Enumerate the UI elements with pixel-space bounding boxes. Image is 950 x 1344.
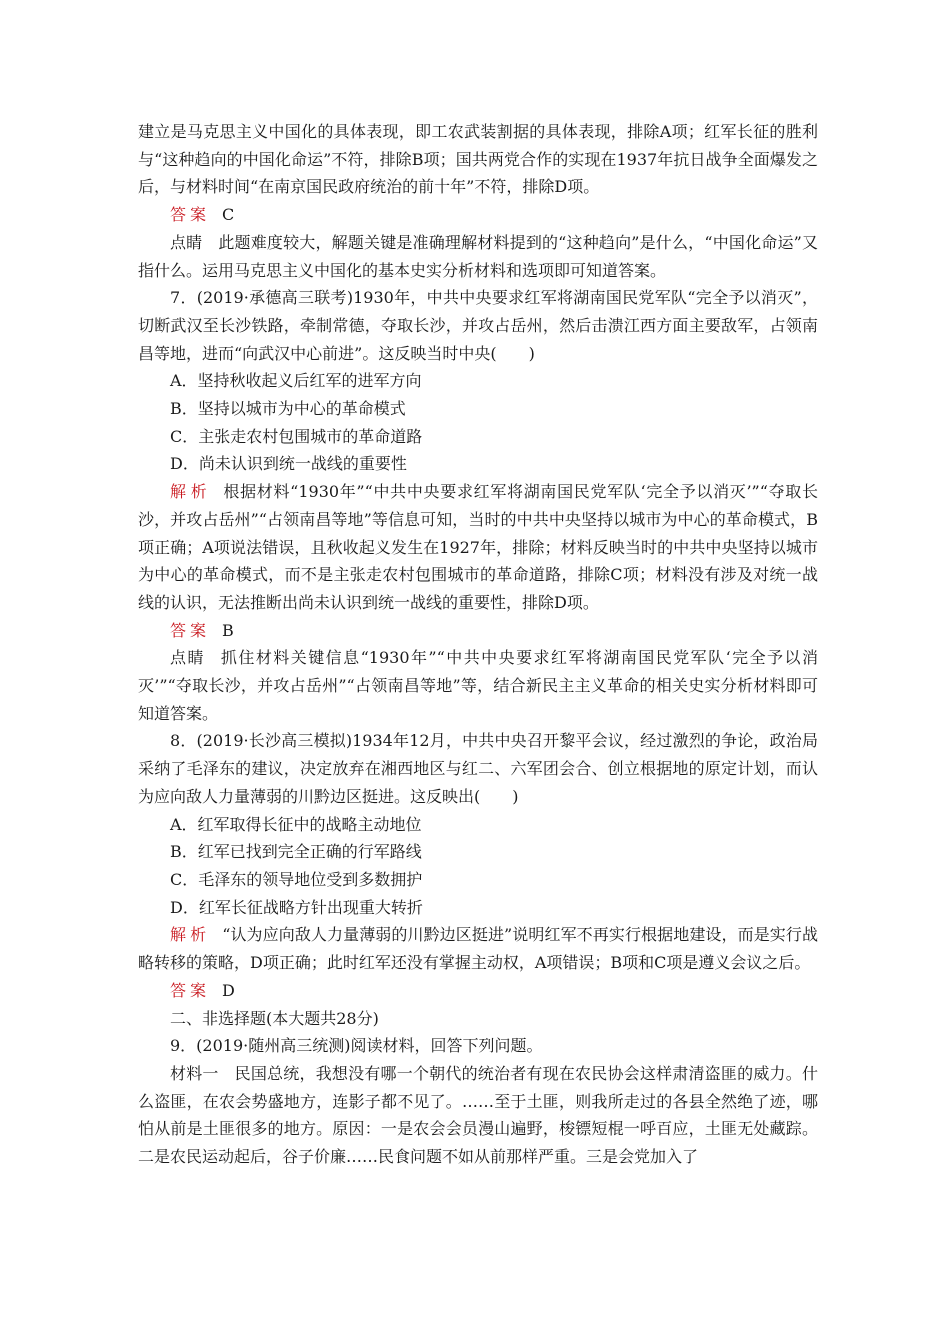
analysis-label: 解析 bbox=[170, 482, 212, 502]
analysis-text: 根据材料“1930年”“中共中央要求红军将湖南国民党军队‘完全予以消灭’”“夺取长沙，并攻占岳州”“占领南昌等地”等信息可知，当时的中共中央坚持以城市为中心的革命模式，B项正确；A项说法错误，且秋收起义发生在1927年，排除；材料反映当时的中共中央坚持以城市为中心的革命模式，而不是主张走农村包围城市的革命道路，排除C项；材料没有涉及对统一战线的认识，无法推断出尚未认识到统一战线的重要性，排除D项。 bbox=[138, 482, 818, 612]
q8-analysis bbox=[138, 921, 818, 976]
q8-option-d: D．红军长征战略方针出现重大转折 bbox=[170, 897, 423, 917]
material-text: 民国总统，我想没有哪一个朝代的统治者有现在农民协会这样肃清盗匪的威力。什么盗匪，在农会势盛地方，连影子都不见了。……至于土匪，则我所走过的各县全然绝了迹，哪怕从前是土匪很多的地方。原因：一是农会会员漫山遍野，梭镖短棍一呼百应，土匪无处藏踪。二是农民运动起后，谷子价廉……民食问题不如从前那样严重。三是会党加入了 bbox=[138, 1063, 818, 1167]
q7-stem: 7．(2019·承德高三联考)1930年，中共中央要求红军将湖南国民党军队“完全予以消灭”，切断武汉至长沙铁路，牵制常德，夺取长沙，并攻占岳州，然后击溃江西方面主要敌军，占领南昌等地，进而“向武汉中心前进”。这反映当时中央( ) bbox=[138, 288, 818, 363]
answer-value: B bbox=[222, 620, 234, 640]
tip-label: 点睛 bbox=[170, 648, 205, 668]
q7-option-a: A．坚持秋收起义后红军的进军方向 bbox=[170, 371, 422, 391]
tip-text: 抓住材料关键信息“1930年”“中共中央要求红军将湖南国民党军队‘完全予以消灭’”“夺取长沙，并攻占岳州”“占领南昌等地”等，结合新民主主义革命的相关史实分析材料即可知道答案。 bbox=[138, 648, 818, 723]
answer-value: D bbox=[222, 980, 235, 1000]
q6-answer bbox=[138, 201, 818, 229]
q8-stem: 8．(2019·长沙高三模拟)1934年12月，中共中央召开黎平会议，经过激烈的争论，政治局采纳了毛泽东的建议，决定放弃在湘西地区与红二、六军团会合、创立根据地的原定计划，而认为应向敌人力量薄弱的川黔边区挺进。这反映出( ) bbox=[138, 731, 818, 806]
q7-option-b: B．坚持以城市为中心的革命模式 bbox=[170, 399, 406, 419]
tip-text: 此题难度较大，解题关键是准确理解材料提到的“这种趋向”是什么，“中国化命运”又指什么。运用马克思主义中国化的基本史实分析材料和选项即可知道答案。 bbox=[138, 232, 818, 280]
q7-option-d: D．尚未认识到统一战线的重要性 bbox=[170, 454, 407, 474]
answer-value: C bbox=[222, 205, 235, 225]
q9-material-1 bbox=[138, 1060, 818, 1171]
q7-answer bbox=[138, 617, 818, 645]
material-label: 材料一 bbox=[170, 1063, 219, 1083]
tip-label: 点睛 bbox=[170, 232, 203, 252]
q8-option-b: B．红军已找到完全正确的行军路线 bbox=[170, 842, 422, 862]
analysis-label: 解析 bbox=[170, 925, 211, 945]
answer-label: 答案 bbox=[170, 620, 211, 640]
q9-stem: 9．(2019·随州高三统测)阅读材料，回答下列问题。 bbox=[170, 1036, 543, 1056]
paragraph-q6-analysis-continued: 建立是马克思主义中国化的具体表现，即工农武装割据的具体表现，排除A项；红军长征的胜利与“这种趋向的中国化命运”不符，排除B项；国共两党合作的实现在1937年抗日战争全面爆发之后，与材料时间“在南京国民政府统治的前十年”不符，排除D项。 bbox=[138, 122, 818, 197]
answer-label: 答案 bbox=[170, 205, 211, 225]
section-heading: 二、非选择题(本大题共28分) bbox=[170, 1008, 379, 1028]
analysis-text: “认为应向敌人力量薄弱的川黔边区挺进”说明红军不再实行根据地建设，而是实行战略转移的策略，D项正确；此时红军还没有掌握主动权，A项错误；B项和C项是遵义会议之后。 bbox=[138, 925, 818, 973]
q8-option-a: A．红军取得长征中的战略主动地位 bbox=[170, 814, 422, 834]
q7-analysis bbox=[138, 478, 818, 617]
answer-label: 答案 bbox=[170, 980, 211, 1000]
q8-answer bbox=[138, 977, 818, 1005]
q7-tip bbox=[138, 644, 818, 727]
q7-option-c: C．主张走农村包围城市的革命道路 bbox=[170, 426, 423, 446]
q8-option-c: C．毛泽东的领导地位受到多数拥护 bbox=[170, 869, 423, 889]
document-page bbox=[138, 118, 818, 1171]
q6-tip bbox=[138, 229, 818, 284]
